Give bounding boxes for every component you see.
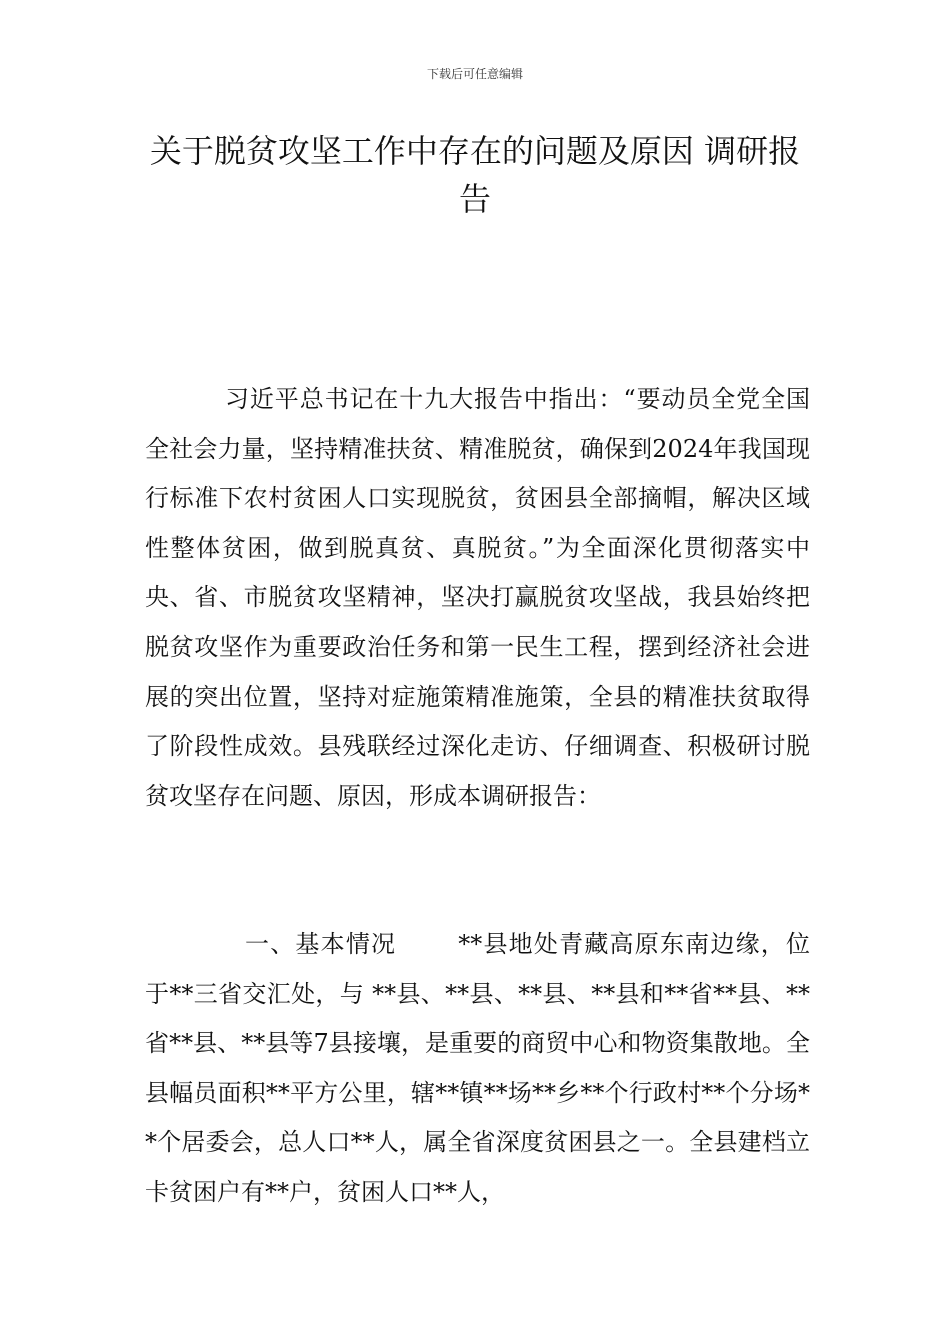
intro-paragraph: 习近平总书记在十九大报告中指出：“要动员全党全国全社会力量，坚持精准扶贫、精准脱贫，确保到2024年我国现行标准下农村贫困人口实现脱贫，贫困县全部摘帽，解决区域性整体贫困，做到脱真贫、真脱贫。”为全面深化贯彻落实中央、省、市脱贫攻坚精神，坚决打赢脱贫攻坚战，我县始终把脱贫攻坚作为重要政治任务和第一民生工程，摆到经济社会进展的突出位置，坚持对症施策精准施策，全县的精准扶贫取得了阶段性成效。县残联经过深化走访、仔细调查、积极研讨脱贫攻坚存在问题、原因，形成本调研报告： <box>145 385 810 810</box>
page-title: 关于脱贫攻坚工作中存在的问题及原因 调研报告 <box>149 132 801 218</box>
header-note: 下载后可任意编辑 <box>426 67 523 81</box>
section-text: **县地处青藏高原东南边缘，位于**三省交汇处，与 **县、**县、**县、**县和**省**县、**省**县、**县等7县接壤，是重要的商贸中心和物资集散地。全县幅员面积**平方公里，辖**镇**场**乡**个行政村**个分场**个居委会，总人口**人，属全省深度贫困县之一。全县建档立卡贫困户有**户，贫困人口**人， <box>145 930 811 1206</box>
section-heading: 一、基本情况 <box>245 930 397 958</box>
basic-situation-paragraph <box>145 920 810 1218</box>
